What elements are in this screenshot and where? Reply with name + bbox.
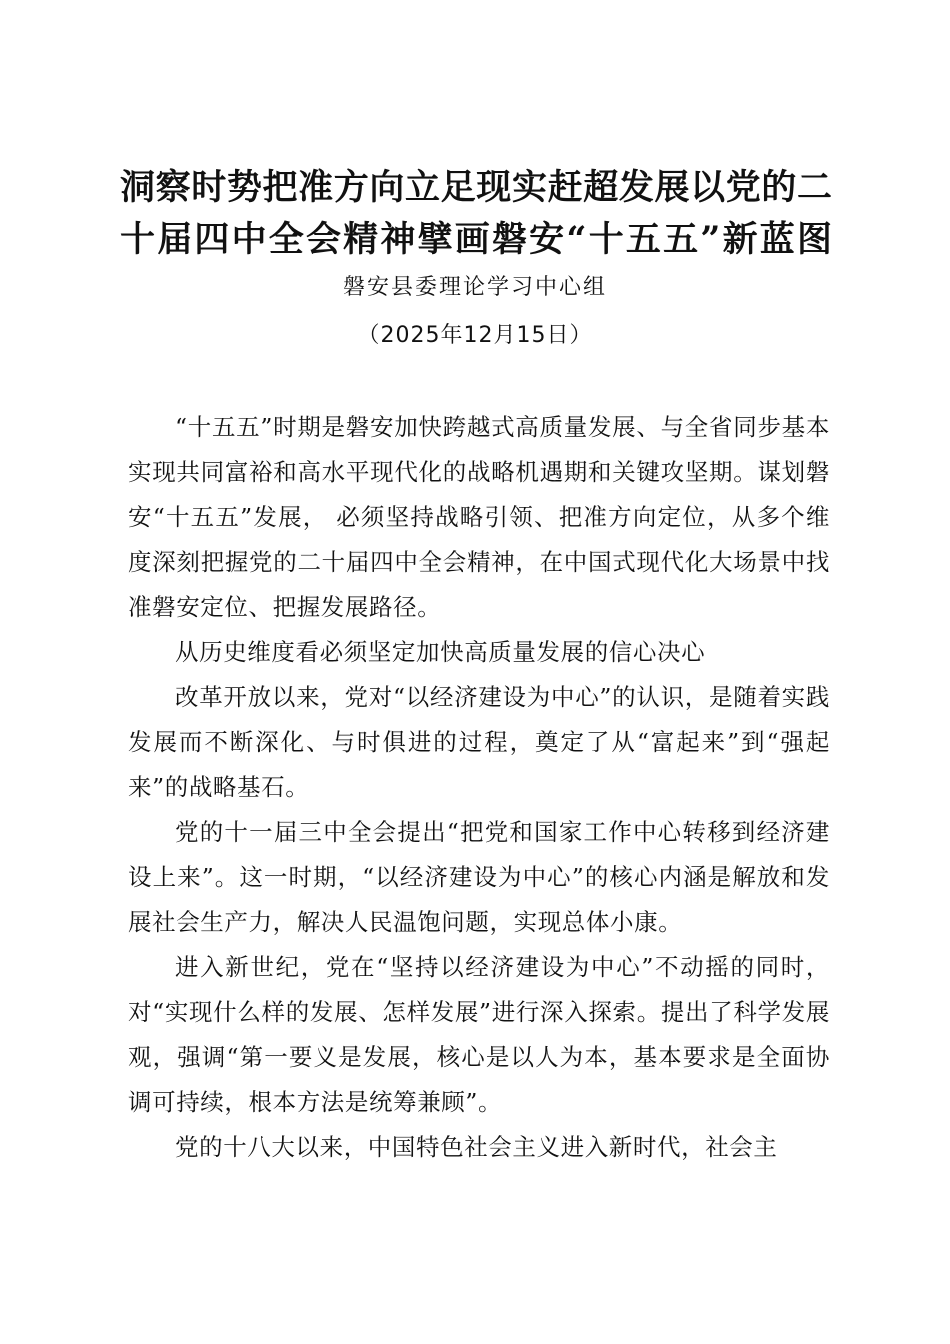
paragraph: 改革开放以来，党对“以经济建设为中心”的认识，是随着实践发展而不断深化、与时俱进的过程，奠定了从“富起来”到“强起来”的战略基石。: [128, 683, 830, 801]
paragraph: 党的十一届三中全会提出“把党和国家工作中心转移到经济建设上来”。这一时期，“以经济建设为中心”的核心内涵是解放和发展社会生产力，解决人民温饱问题，实现总体小康。: [128, 818, 830, 936]
paragraph-intro: “十五五”时期是磐安加快跨越式高质量发展、与全省同步基本实现共同富裕和高水平现代化的战略机遇期和关键攻坚期。谋划磐安“十五五”发展， 必须坚持战略引领、把准方向定位，从多个维度深刻把握党的二十届四中全会精神，在中国式现代化大场景中找准磐安定位、把握发展路径。: [128, 413, 830, 621]
date-line: （2025年12月15日）: [357, 323, 593, 348]
document-body: [128, 405, 830, 1170]
author-line: 磐安县委理论学习中心组: [342, 275, 607, 300]
paragraph: 进入新世纪，党在“坚持以经济建设为中心”不动摇的同时，对“实现什么样的发展、怎样发展”进行深入探索。提出了科学发展观，强调“第一要义是发展，核心是以人为本，基本要求是全面协调可持续，根本方法是统筹兼顾”。: [128, 953, 830, 1116]
paragraph: 党的十八大以来，中国特色社会主义进入新时代，社会主: [175, 1133, 778, 1161]
document-title: [120, 162, 832, 266]
title-line-2: 十届四中全会精神擘画磐安“十五五”新蓝图: [120, 219, 832, 260]
section-heading: 从历史维度看必须坚定加快高质量发展的信心决心: [175, 638, 706, 666]
title-line-1: 洞察时势把准方向立足现实赶超发展以党的二: [120, 167, 832, 208]
